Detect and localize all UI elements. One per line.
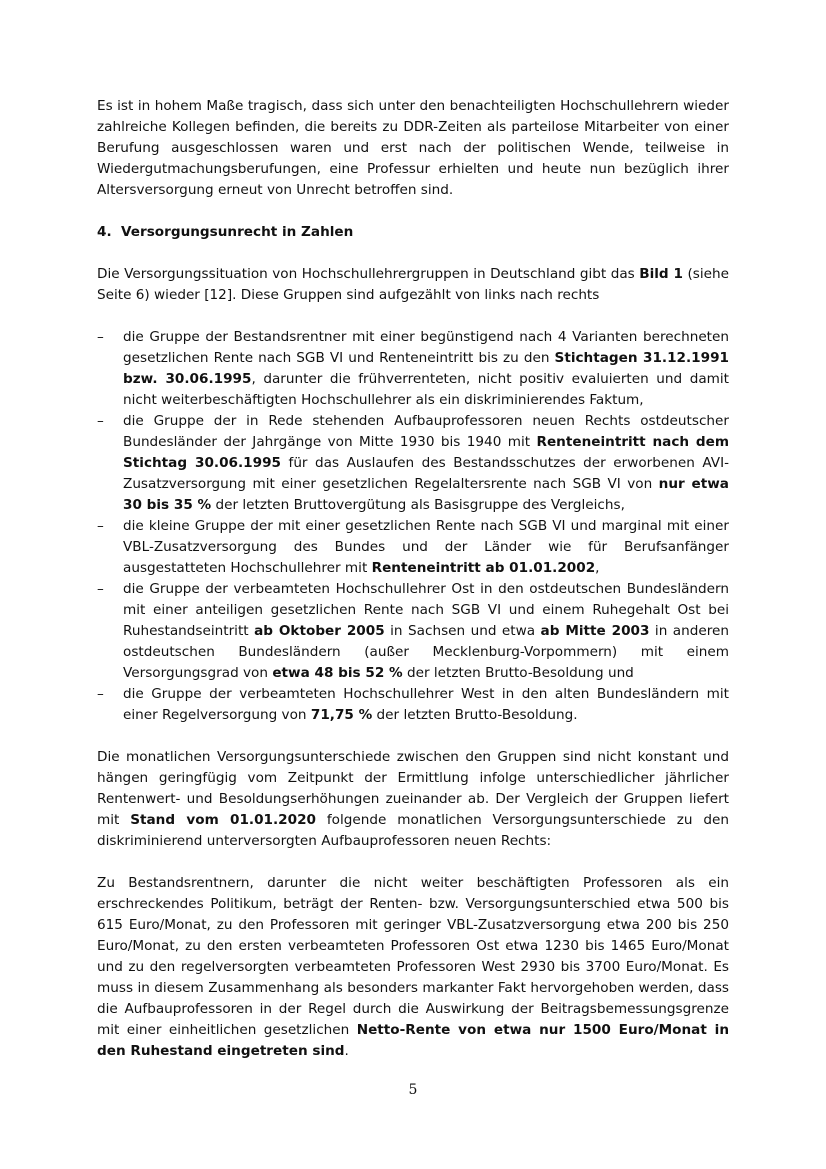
emphasis: Netto-Rente von etwa nur 1500 Euro/Monat in den Ruhestand eingetreten sind: [97, 1022, 729, 1059]
paragraph-intro: [97, 264, 729, 306]
section-title: Versorgungsunrecht in Zahlen: [121, 224, 354, 240]
text-run: Zu Bestandsrentnern, darunter die nicht weiter beschäftigten Professoren als ein erschreckendes Politikum, beträgt der Renten- bzw. Versorgungsunterschied etwa 500 bis 615 Euro/Monat, zu den Professoren mit geringer VBL-Zusatzversorgung etwa 200 bis 250 Euro/Monat, zu den ersten verbeamteten Professoren Ost etwa 1230 bis 1465 Euro/Monat und zu den regelversorgten verbeamteten Professoren West 2930 bis 3700 Euro/Monat. Es muss in diesem Zusammenhang als besonders markanter Fakt hervorgehoben werden, dass die Aufbauprofessoren in der Regel durch die Auswirkung der Beitragsbemessungsgrenze mit einer einheitlichen gesetzlichen: [97, 875, 729, 1038]
emphasis: Renteneintritt nach dem Stichtag 30.06.1995: [123, 434, 729, 471]
document-page: [97, 96, 729, 1062]
text-run: .: [344, 1043, 349, 1059]
dash-bullet: –: [97, 518, 104, 534]
emphasis: nur etwa 30 bis 35 %: [123, 476, 729, 513]
emphasis: Stand vom 01.01.2020: [130, 812, 317, 828]
dash-bullet: –: [97, 329, 104, 345]
dash-bullet: –: [97, 686, 104, 702]
text-run: , darunter die frühverrenteten, nicht positiv evaluierten und damit nicht weiterbeschäftigten Hochschullehrer als ein diskriminierendes Faktum,: [123, 371, 729, 408]
text-run: (siehe Seite 6) wieder [12]. Diese Gruppen sind aufgezählt von links nach rechts: [97, 266, 730, 303]
text-run: der letzten Brutto-Besoldung.: [372, 707, 578, 723]
section-number: 4.: [97, 224, 112, 240]
text-run: in anderen ostdeutschen Bundesländern (außer Mecklenburg-Vorpommern) mit einem Versorgungsgrad von: [123, 623, 729, 681]
paragraph-tragic: Es ist in hohem Maße tragisch, dass sich unter den benachteiligten Hochschullehrern wieder zahlreiche Kollegen befinden, die bereits zu DDR-Zeiten als parteilose Mitarbeiter von einer Berufung ausgeschlossen waren und erst nach der politischen Wende, teilweise in Wiedergutmachungsberufungen, eine Professur erhielten und heute nun bezüglich ihrer Altersversorgung erneut von Unrecht betroffen sind.: [97, 98, 729, 198]
text-run: die Gruppe der verbeamteten Hochschullehrer Ost in den ostdeutschen Bundesländern mit einer anteiligen gesetzlichen Rente nach SGB VI und einem Ruhegehalt Ost bei Ruhestandseintritt: [123, 581, 729, 639]
text-run: der letzten Brutto-Besoldung und: [402, 665, 634, 681]
figure-reference: Bild 1: [639, 266, 684, 282]
text-run: in Sachsen und etwa: [384, 623, 541, 639]
text-run: Die Versorgungssituation von Hochschullehrergruppen in Deutschland gibt das: [97, 266, 640, 282]
emphasis: etwa 48 bis 52 %: [272, 665, 403, 681]
text-run: der letzten Bruttovergütung als Basisgruppe des Vergleichs,: [211, 497, 625, 513]
list-item: [97, 516, 729, 579]
group-list: [97, 327, 729, 726]
page-number: 5: [408, 1082, 418, 1098]
text-run: die Gruppe der Bestandsrentner mit einer begünstigend nach 4 Varianten berechneten gesetzlichen Rente nach SGB VI und Renteneintritt bis zu den: [123, 329, 729, 366]
text-run: die Gruppe der in Rede stehenden Aufbauprofessoren neuen Rechts ostdeutscher Bundesländer der Jahrgänge von Mitte 1930 bis 1940 mit: [123, 413, 729, 450]
text-run: folgende monatlichen Versorgungsunterschiede zu den diskriminierend unterversorgten Aufbauprofessoren neuen Rechts:: [97, 812, 729, 849]
list-item: [97, 327, 729, 411]
paragraph-amounts: [97, 873, 729, 1062]
text-run: die kleine Gruppe der mit einer gesetzlichen Rente nach SGB VI und marginal mit einer VBL-Zusatzversorgung des Bundes und der Länder wie für Berufsanfänger ausgestatteten Hochschullehrer mit: [123, 518, 729, 576]
text-run: die Gruppe der verbeamteten Hochschullehrer West in den alten Bundesländern mit einer Regelversorgung von: [123, 686, 729, 723]
emphasis: Stichtagen 31.12.1991 bzw. 30.06.1995: [123, 350, 729, 387]
emphasis: ab Oktober 2005: [254, 623, 385, 639]
text-run: ,: [595, 560, 600, 576]
emphasis: 71,75 %: [310, 707, 373, 723]
text-run: für das Auslaufen des Bestandsschutzes der erworbenen AVI-Zusatzversorgung mit einer gesetzlichen Regelaltersrente nach SGB VI von: [123, 455, 729, 492]
text-run: Die monatlichen Versorgungsunterschiede zwischen den Gruppen sind nicht konstant und hängen geringfügig vom Zeitpunkt der Ermittlung infolge unterschiedlicher jährlicher Rentenwert- und Besoldungserhöhungen zueinander ab. Der Vergleich der Gruppen liefert mit: [97, 749, 729, 828]
list-item: [97, 579, 729, 684]
emphasis: Renteneintritt ab 01.01.2002: [371, 560, 596, 576]
dash-bullet: –: [97, 413, 104, 429]
paragraph-differences: [97, 747, 729, 852]
list-item: [97, 684, 729, 726]
emphasis: ab Mitte 2003: [540, 623, 650, 639]
dash-bullet: –: [97, 581, 104, 597]
list-item: [97, 411, 729, 516]
section-heading: [97, 222, 729, 243]
